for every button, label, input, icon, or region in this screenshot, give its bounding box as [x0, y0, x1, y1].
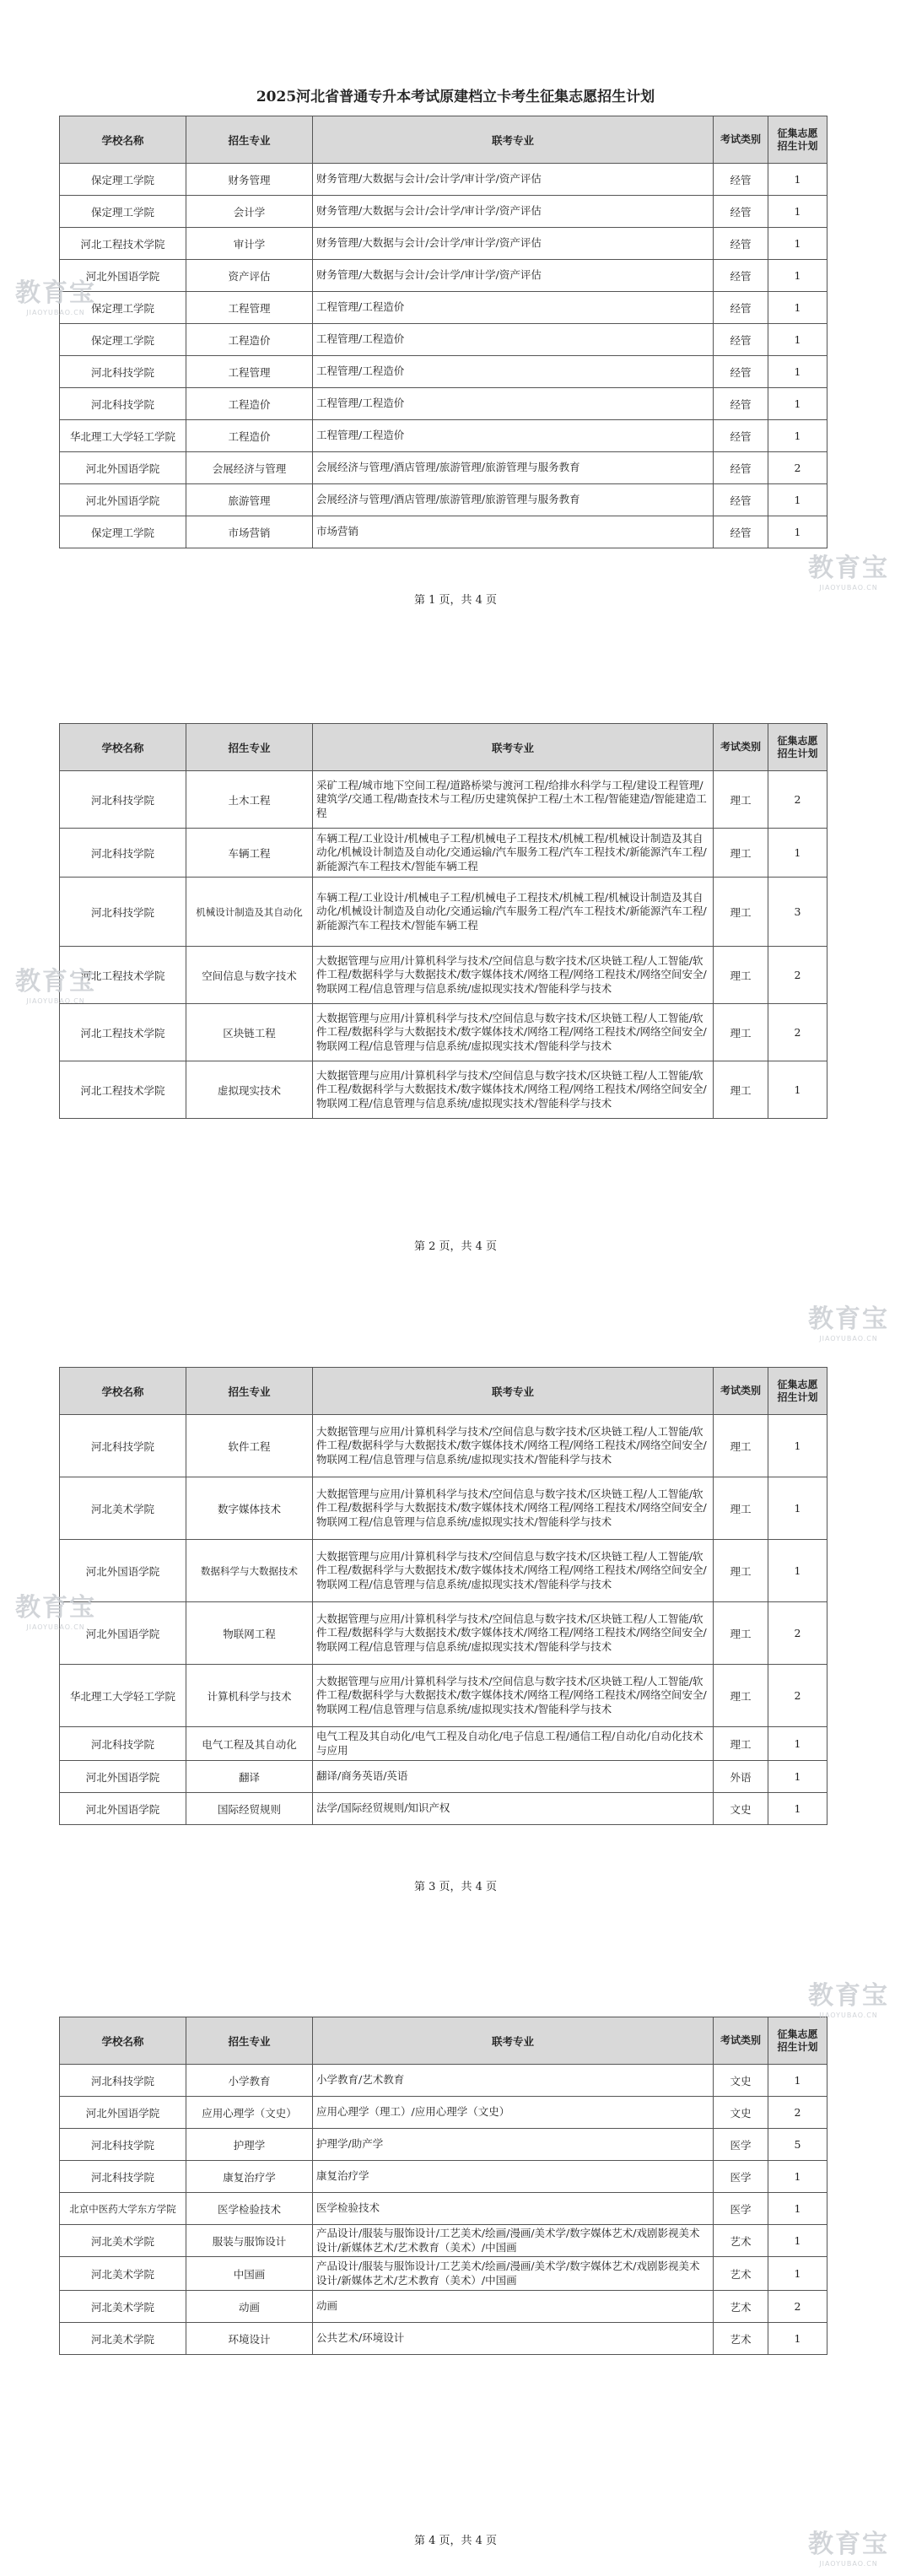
exam-category-cell: 理工: [714, 1727, 768, 1761]
exam-majors-cell: 会展经济与管理/酒店管理/旅游管理/旅游管理与服务教育: [313, 452, 714, 484]
table-row: [60, 1540, 827, 1602]
table-row: [60, 260, 827, 292]
table-row: [60, 484, 827, 516]
exam-category-cell: 经管: [714, 228, 768, 260]
exam-majors-cell: 会展经济与管理/酒店管理/旅游管理/旅游管理与服务教育: [313, 484, 714, 516]
exam-category-cell: 经管: [714, 164, 768, 196]
exam-category-cell: 艺术: [714, 2257, 768, 2291]
plan-count-cell: 2: [768, 2097, 827, 2129]
major-cell: 机械设计制造及其自动化: [186, 878, 313, 947]
exam-majors-cell: 财务管理/大数据与会计/会计学/审计学/资产评估: [313, 164, 714, 196]
header-plan-count: 征集志愿招生计划: [768, 724, 827, 771]
enrollment-table: [59, 723, 827, 1119]
exam-category-cell: 理工: [714, 1665, 768, 1727]
page-footer: 第 2 页，共 4 页: [413, 1240, 498, 1253]
exam-category-cell: 文史: [714, 2065, 768, 2097]
school-name-cell: 河北科技学院: [60, 2065, 186, 2097]
table-row: [60, 196, 827, 228]
exam-majors-cell: 工程管理/工程造价: [313, 420, 714, 452]
watermark-logo: 教育宝 JIAOYUBAO.CN: [808, 554, 889, 591]
table-header-row: [60, 116, 827, 164]
plan-count-cell: 5: [768, 2129, 827, 2161]
school-name-cell: 河北工程技术学院: [60, 1004, 186, 1061]
table-row: [60, 164, 827, 196]
page-footer: 第 4 页，共 4 页: [413, 2535, 498, 2547]
major-cell: 会展经济与管理: [186, 452, 313, 484]
plan-count-cell: 2: [768, 771, 827, 829]
table-row: [60, 292, 827, 324]
exam-category-cell: 理工: [714, 1540, 768, 1602]
school-name-cell: 河北美术学院: [60, 2225, 186, 2257]
enrollment-table: [59, 1367, 827, 1825]
major-cell: 中国画: [186, 2257, 313, 2291]
plan-count-cell: 1: [768, 1415, 827, 1477]
major-cell: 虚拟现实技术: [186, 1061, 313, 1119]
school-name-cell: 河北科技学院: [60, 878, 186, 947]
exam-majors-cell: 大数据管理与应用/计算机科学与技术/空间信息与数字技术/区块链工程/人工智能/软件工程/数据科学与大数据技术/数字媒体技术/网络工程/网络工程技术/网络空间安全/物联网工程/信息管理与信息系统/虚拟现实技术/智能科学与技术: [313, 1415, 714, 1477]
plan-count-cell: 1: [768, 324, 827, 356]
page-table-3: [59, 1367, 827, 1825]
school-name-cell: 河北外国语学院: [60, 2097, 186, 2129]
school-name-cell: 河北工程技术学院: [60, 228, 186, 260]
plan-count-cell: 2: [768, 1602, 827, 1665]
watermark-logo: 教育宝 JIAOYUBAO.CN: [15, 967, 96, 1005]
exam-category-cell: 经管: [714, 324, 768, 356]
exam-majors-cell: 动画: [313, 2291, 714, 2323]
plan-count-cell: 1: [768, 2257, 827, 2291]
exam-majors-cell: 康复治疗学: [313, 2161, 714, 2193]
plan-count-cell: 1: [768, 228, 827, 260]
major-cell: 康复治疗学: [186, 2161, 313, 2193]
major-cell: 护理学: [186, 2129, 313, 2161]
exam-category-cell: 经管: [714, 516, 768, 548]
header-school: 学校名称: [60, 724, 186, 771]
plan-count-cell: 1: [768, 2323, 827, 2355]
exam-category-cell: 经管: [714, 356, 768, 388]
school-name-cell: 河北科技学院: [60, 771, 186, 829]
exam-category-cell: 经管: [714, 260, 768, 292]
table-row: [60, 2291, 827, 2323]
exam-majors-cell: 公共艺术/环境设计: [313, 2323, 714, 2355]
plan-count-cell: 1: [768, 388, 827, 420]
exam-majors-cell: 车辆工程/工业设计/机械电子工程/机械电子工程技术/机械工程/机械设计制造及其自动化/机械设计制造及自动化/交通运输/汽车服务工程/汽车工程技术/新能源汽车工程/新能源汽车工程技术/智能车辆工程: [313, 878, 714, 947]
plan-count-cell: 1: [768, 1061, 827, 1119]
table-header-row: [60, 1368, 827, 1415]
table-row: [60, 878, 827, 947]
table-row: [60, 452, 827, 484]
exam-category-cell: 艺术: [714, 2323, 768, 2355]
exam-majors-cell: 大数据管理与应用/计算机科学与技术/空间信息与数字技术/区块链工程/人工智能/软件工程/数据科学与大数据技术/数字媒体技术/网络工程/网络工程技术/网络空间安全/物联网工程/信息管理与信息系统/虚拟现实技术/智能科学与技术: [313, 947, 714, 1004]
major-cell: 审计学: [186, 228, 313, 260]
table-row: [60, 1004, 827, 1061]
table-row: [60, 2129, 827, 2161]
exam-majors-cell: 医学检验技术: [313, 2193, 714, 2225]
table-row: [60, 516, 827, 548]
exam-majors-cell: 市场营销: [313, 516, 714, 548]
exam-majors-cell: 采矿工程/城市地下空间工程/道路桥梁与渡河工程/给排水科学与工程/建设工程管理/建筑学/交通工程/勘查技术与工程/历史建筑保护工程/土木工程/智能建造/智能建造工程: [313, 771, 714, 829]
school-name-cell: 河北美术学院: [60, 2323, 186, 2355]
page-footer: 第 1 页，共 4 页: [413, 594, 498, 607]
plan-count-cell: 2: [768, 452, 827, 484]
plan-count-cell: 1: [768, 196, 827, 228]
watermark-logo: 教育宝 JIAOYUBAO.CN: [15, 278, 96, 316]
table-row: [60, 1727, 827, 1761]
header-exam-majors: 联考专业: [313, 116, 714, 164]
major-cell: 资产评估: [186, 260, 313, 292]
school-name-cell: 保定理工学院: [60, 292, 186, 324]
exam-majors-cell: 法学/国际经贸规则/知识产权: [313, 1793, 714, 1825]
table-row: [60, 2323, 827, 2355]
major-cell: 工程造价: [186, 388, 313, 420]
table-row: [60, 2065, 827, 2097]
exam-category-cell: 外语: [714, 1761, 768, 1793]
exam-majors-cell: 大数据管理与应用/计算机科学与技术/空间信息与数字技术/区块链工程/人工智能/软件工程/数据科学与大数据技术/数字媒体技术/网络工程/网络工程技术/网络空间安全/物联网工程/信息管理与信息系统/虚拟现实技术/智能科学与技术: [313, 1602, 714, 1665]
exam-category-cell: 医学: [714, 2129, 768, 2161]
plan-count-cell: 1: [768, 2193, 827, 2225]
school-name-cell: 北京中医药大学东方学院: [60, 2193, 186, 2225]
document-title: 2025河北省普通专升本考试原建档立卡考生征集志愿招生计划: [256, 89, 655, 105]
major-cell: 工程造价: [186, 324, 313, 356]
exam-majors-cell: 产品设计/服装与服饰设计/工艺美术/绘画/漫画/美术学/数字媒体艺术/戏剧影视美术设计/新媒体艺术/艺术教育（美术）/中国画: [313, 2225, 714, 2257]
major-cell: 服装与服饰设计: [186, 2225, 313, 2257]
header-major: 招生专业: [186, 1368, 313, 1415]
exam-majors-cell: 工程管理/工程造价: [313, 356, 714, 388]
school-name-cell: 保定理工学院: [60, 516, 186, 548]
plan-count-cell: 1: [768, 1540, 827, 1602]
exam-majors-cell: 护理学/助产学: [313, 2129, 714, 2161]
header-major: 招生专业: [186, 116, 313, 164]
exam-category-cell: 理工: [714, 1477, 768, 1540]
major-cell: 会计学: [186, 196, 313, 228]
major-cell: 物联网工程: [186, 1602, 313, 1665]
table-row: [60, 1665, 827, 1727]
major-cell: 环境设计: [186, 2323, 313, 2355]
exam-majors-cell: 产品设计/服装与服饰设计/工艺美术/绘画/漫画/美术学/数字媒体艺术/戏剧影视美术设计/新媒体艺术/艺术教育（美术）/中国画: [313, 2257, 714, 2291]
table-header-row: [60, 2017, 827, 2065]
plan-count-cell: 1: [768, 516, 827, 548]
plan-count-cell: 1: [768, 292, 827, 324]
header-exam-majors: 联考专业: [313, 2017, 714, 2065]
table-row: [60, 947, 827, 1004]
header-exam-category: 考试类别: [714, 1368, 768, 1415]
table-row: [60, 2257, 827, 2291]
exam-majors-cell: 工程管理/工程造价: [313, 388, 714, 420]
header-plan-count: 征集志愿招生计划: [768, 116, 827, 164]
exam-majors-cell: 大数据管理与应用/计算机科学与技术/空间信息与数字技术/区块链工程/人工智能/软件工程/数据科学与大数据技术/数字媒体技术/网络工程/网络工程技术/网络空间安全/物联网工程/信息管理与信息系统/虚拟现实技术/智能科学与技术: [313, 1061, 714, 1119]
header-plan-count: 征集志愿招生计划: [768, 2017, 827, 2065]
table-row: [60, 1061, 827, 1119]
plan-count-cell: 1: [768, 1477, 827, 1540]
watermark-logo: 教育宝 JIAOYUBAO.CN: [808, 2530, 889, 2568]
plan-count-cell: 1: [768, 1761, 827, 1793]
page-table-1: [59, 116, 827, 548]
exam-majors-cell: 小学教育/艺术教育: [313, 2065, 714, 2097]
major-cell: 医学检验技术: [186, 2193, 313, 2225]
major-cell: 软件工程: [186, 1415, 313, 1477]
school-name-cell: 华北理工大学轻工学院: [60, 420, 186, 452]
enrollment-table: [59, 2017, 827, 2355]
table-row: [60, 1477, 827, 1540]
table-row: [60, 771, 827, 829]
school-name-cell: 华北理工大学轻工学院: [60, 1665, 186, 1727]
table-row: [60, 228, 827, 260]
table-row: [60, 420, 827, 452]
major-cell: 电气工程及其自动化: [186, 1727, 313, 1761]
plan-count-cell: 1: [768, 2225, 827, 2257]
major-cell: 工程造价: [186, 420, 313, 452]
school-name-cell: 河北外国语学院: [60, 452, 186, 484]
exam-majors-cell: 翻译/商务英语/英语: [313, 1761, 714, 1793]
major-cell: 财务管理: [186, 164, 313, 196]
table-row: [60, 1793, 827, 1825]
major-cell: 翻译: [186, 1761, 313, 1793]
exam-category-cell: 经管: [714, 292, 768, 324]
exam-category-cell: 经管: [714, 452, 768, 484]
table-row: [60, 2225, 827, 2257]
exam-majors-cell: 电气工程及其自动化/电气工程及自动化/电子信息工程/通信工程/自动化/自动化技术与应用: [313, 1727, 714, 1761]
plan-count-cell: 1: [768, 420, 827, 452]
major-cell: 市场营销: [186, 516, 313, 548]
major-cell: 计算机科学与技术: [186, 1665, 313, 1727]
school-name-cell: 河北科技学院: [60, 2161, 186, 2193]
school-name-cell: 河北科技学院: [60, 1727, 186, 1761]
exam-majors-cell: 大数据管理与应用/计算机科学与技术/空间信息与数字技术/区块链工程/人工智能/软件工程/数据科学与大数据技术/数字媒体技术/网络工程/网络工程技术/网络空间安全/物联网工程/信息管理与信息系统/虚拟现实技术/智能科学与技术: [313, 1540, 714, 1602]
plan-count-cell: 1: [768, 2065, 827, 2097]
table-row: [60, 356, 827, 388]
table-row: [60, 829, 827, 878]
major-cell: 工程管理: [186, 292, 313, 324]
header-major: 招生专业: [186, 724, 313, 771]
school-name-cell: 河北科技学院: [60, 356, 186, 388]
header-plan-count: 征集志愿招生计划: [768, 1368, 827, 1415]
table-row: [60, 1602, 827, 1665]
exam-majors-cell: 财务管理/大数据与会计/会计学/审计学/资产评估: [313, 260, 714, 292]
school-name-cell: 河北美术学院: [60, 2291, 186, 2323]
exam-category-cell: 理工: [714, 771, 768, 829]
plan-count-cell: 2: [768, 1665, 827, 1727]
school-name-cell: 河北外国语学院: [60, 484, 186, 516]
school-name-cell: 河北科技学院: [60, 1415, 186, 1477]
exam-category-cell: 理工: [714, 1602, 768, 1665]
major-cell: 国际经贸规则: [186, 1793, 313, 1825]
exam-category-cell: 艺术: [714, 2291, 768, 2323]
plan-count-cell: 1: [768, 356, 827, 388]
plan-count-cell: 1: [768, 164, 827, 196]
school-name-cell: 保定理工学院: [60, 164, 186, 196]
school-name-cell: 河北科技学院: [60, 2129, 186, 2161]
major-cell: 数字媒体技术: [186, 1477, 313, 1540]
school-name-cell: 河北美术学院: [60, 2257, 186, 2291]
exam-category-cell: 医学: [714, 2161, 768, 2193]
page-footer: 第 3 页，共 4 页: [413, 1881, 498, 1893]
plan-count-cell: 2: [768, 1004, 827, 1061]
page-table-4: [59, 2017, 827, 2355]
major-cell: 车辆工程: [186, 829, 313, 878]
header-major: 招生专业: [186, 2017, 313, 2065]
school-name-cell: 河北外国语学院: [60, 1793, 186, 1825]
major-cell: 旅游管理: [186, 484, 313, 516]
exam-category-cell: 经管: [714, 484, 768, 516]
major-cell: 小学教育: [186, 2065, 313, 2097]
major-cell: 工程管理: [186, 356, 313, 388]
school-name-cell: 河北外国语学院: [60, 260, 186, 292]
header-exam-category: 考试类别: [714, 724, 768, 771]
watermark-logo: 教育宝 JIAOYUBAO.CN: [808, 1304, 889, 1342]
school-name-cell: 河北外国语学院: [60, 1761, 186, 1793]
plan-count-cell: 1: [768, 1793, 827, 1825]
school-name-cell: 河北科技学院: [60, 829, 186, 878]
school-name-cell: 河北工程技术学院: [60, 947, 186, 1004]
enrollment-table: [59, 116, 827, 548]
major-cell: 应用心理学（文史）: [186, 2097, 313, 2129]
exam-majors-cell: 工程管理/工程造价: [313, 292, 714, 324]
table-row: [60, 2097, 827, 2129]
exam-majors-cell: 车辆工程/工业设计/机械电子工程/机械电子工程技术/机械工程/机械设计制造及其自动化/机械设计制造及自动化/交通运输/汽车服务工程/汽车工程技术/新能源汽车工程/新能源汽车工程技术/智能车辆工程: [313, 829, 714, 878]
major-cell: 土木工程: [186, 771, 313, 829]
exam-majors-cell: 财务管理/大数据与会计/会计学/审计学/资产评估: [313, 228, 714, 260]
major-cell: 空间信息与数字技术: [186, 947, 313, 1004]
header-school: 学校名称: [60, 1368, 186, 1415]
school-name-cell: 河北外国语学院: [60, 1540, 186, 1602]
school-name-cell: 保定理工学院: [60, 196, 186, 228]
major-cell: 动画: [186, 2291, 313, 2323]
exam-category-cell: 文史: [714, 2097, 768, 2129]
school-name-cell: 河北外国语学院: [60, 1602, 186, 1665]
exam-majors-cell: 大数据管理与应用/计算机科学与技术/空间信息与数字技术/区块链工程/人工智能/软件工程/数据科学与大数据技术/数字媒体技术/网络工程/网络工程技术/网络空间安全/物联网工程/信息管理与信息系统/虚拟现实技术/智能科学与技术: [313, 1665, 714, 1727]
exam-category-cell: 理工: [714, 878, 768, 947]
plan-count-cell: 1: [768, 2161, 827, 2193]
table-row: [60, 388, 827, 420]
header-exam-category: 考试类别: [714, 116, 768, 164]
header-school: 学校名称: [60, 116, 186, 164]
exam-majors-cell: 工程管理/工程造价: [313, 324, 714, 356]
header-exam-majors: 联考专业: [313, 724, 714, 771]
exam-category-cell: 理工: [714, 1415, 768, 1477]
header-school: 学校名称: [60, 2017, 186, 2065]
exam-category-cell: 艺术: [714, 2225, 768, 2257]
major-cell: 数据科学与大数据技术: [186, 1540, 313, 1602]
school-name-cell: 河北美术学院: [60, 1477, 186, 1540]
plan-count-cell: 2: [768, 2291, 827, 2323]
table-row: [60, 1415, 827, 1477]
exam-majors-cell: 应用心理学（理工）/应用心理学（文史）: [313, 2097, 714, 2129]
exam-majors-cell: 大数据管理与应用/计算机科学与技术/空间信息与数字技术/区块链工程/人工智能/软件工程/数据科学与大数据技术/数字媒体技术/网络工程/网络工程技术/网络空间安全/物联网工程/信息管理与信息系统/虚拟现实技术/智能科学与技术: [313, 1004, 714, 1061]
table-row: [60, 2193, 827, 2225]
school-name-cell: 河北工程技术学院: [60, 1061, 186, 1119]
table-row: [60, 2161, 827, 2193]
plan-count-cell: 1: [768, 484, 827, 516]
plan-count-cell: 2: [768, 947, 827, 1004]
exam-category-cell: 文史: [714, 1793, 768, 1825]
watermark-logo: 教育宝 JIAOYUBAO.CN: [15, 1593, 96, 1631]
exam-majors-cell: 财务管理/大数据与会计/会计学/审计学/资产评估: [313, 196, 714, 228]
school-name-cell: 河北科技学院: [60, 388, 186, 420]
major-cell: 区块链工程: [186, 1004, 313, 1061]
table-row: [60, 324, 827, 356]
plan-count-cell: 1: [768, 829, 827, 878]
plan-count-cell: 1: [768, 1727, 827, 1761]
school-name-cell: 保定理工学院: [60, 324, 186, 356]
table-row: [60, 1761, 827, 1793]
header-exam-category: 考试类别: [714, 2017, 768, 2065]
exam-category-cell: 经管: [714, 420, 768, 452]
table-header-row: [60, 724, 827, 771]
exam-category-cell: 经管: [714, 196, 768, 228]
page-table-2: [59, 723, 827, 1119]
exam-category-cell: 理工: [714, 1004, 768, 1061]
watermark-logo: 教育宝 JIAOYUBAO.CN: [808, 1981, 889, 2019]
exam-category-cell: 理工: [714, 1061, 768, 1119]
plan-count-cell: 1: [768, 260, 827, 292]
exam-category-cell: 理工: [714, 947, 768, 1004]
exam-category-cell: 经管: [714, 388, 768, 420]
exam-category-cell: 理工: [714, 829, 768, 878]
plan-count-cell: 3: [768, 878, 827, 947]
exam-majors-cell: 大数据管理与应用/计算机科学与技术/空间信息与数字技术/区块链工程/人工智能/软件工程/数据科学与大数据技术/数字媒体技术/网络工程/网络工程技术/网络空间安全/物联网工程/信息管理与信息系统/虚拟现实技术/智能科学与技术: [313, 1477, 714, 1540]
header-exam-majors: 联考专业: [313, 1368, 714, 1415]
exam-category-cell: 医学: [714, 2193, 768, 2225]
